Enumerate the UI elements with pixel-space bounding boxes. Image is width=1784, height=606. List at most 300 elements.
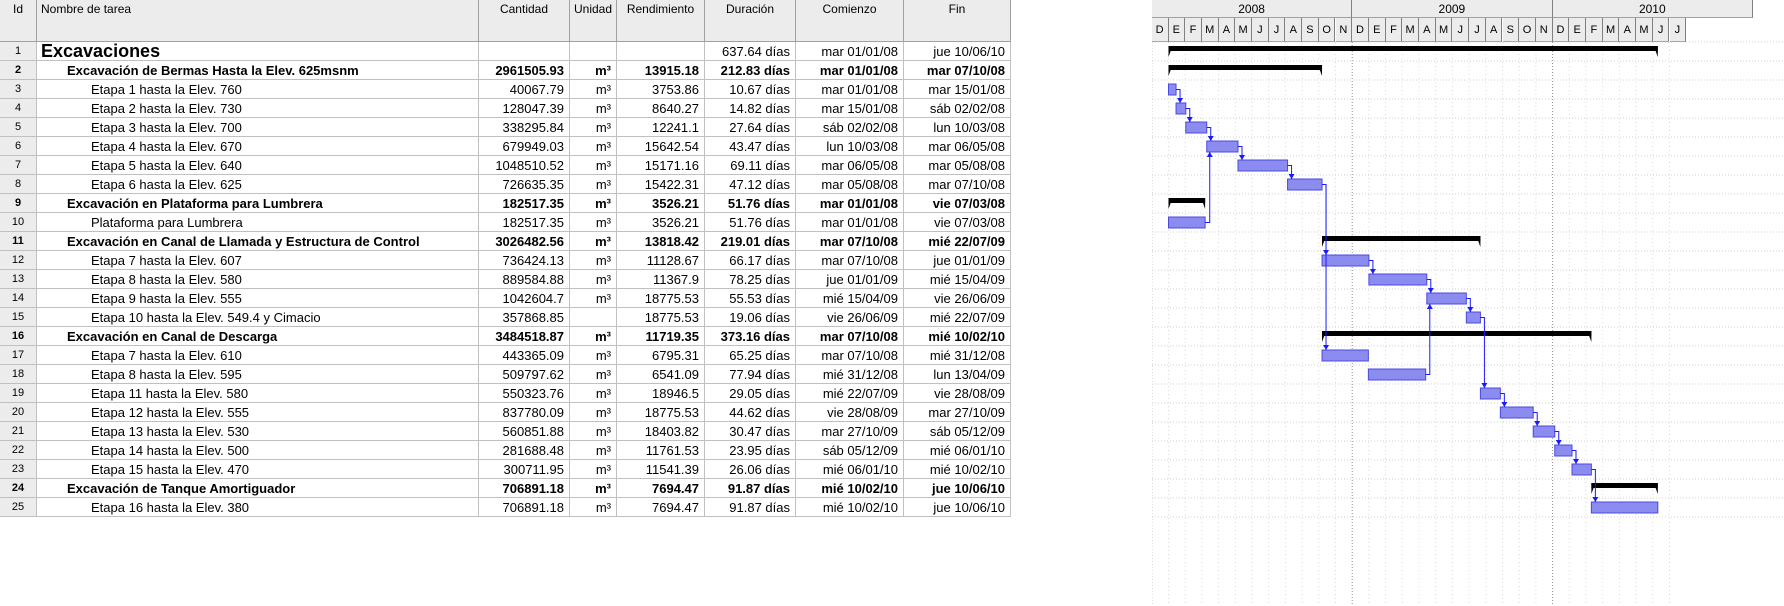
month-cell: F xyxy=(1586,18,1603,42)
cell-unit: m³ xyxy=(570,194,617,213)
cell-id: 9 xyxy=(0,194,37,213)
cell-qty: 338295.84 xyxy=(479,118,570,137)
cell-qty: 550323.76 xyxy=(479,384,570,403)
month-cell: F xyxy=(1386,18,1403,42)
cell-name: Excavaciones xyxy=(37,42,479,61)
summary-end-cap xyxy=(1654,46,1658,57)
month-cell: E xyxy=(1569,18,1586,42)
cell-name: Etapa 3 hasta la Elev. 700 xyxy=(37,118,479,137)
cell-dur: 66.17 días xyxy=(705,251,796,270)
cell-end: mar 07/10/08 xyxy=(904,61,1011,80)
cell-start: mar 15/01/08 xyxy=(796,99,904,118)
cell-dur: 26.06 días xyxy=(705,460,796,479)
link-arrow xyxy=(1467,307,1473,312)
cell-dur: 65.25 días xyxy=(705,346,796,365)
cell-name: Etapa 4 hasta la Elev. 670 xyxy=(37,137,479,156)
cell-end: mar 05/08/08 xyxy=(904,156,1011,175)
month-cell: F xyxy=(1185,18,1202,42)
task-bar xyxy=(1466,312,1480,323)
cell-id: 8 xyxy=(0,175,37,194)
cell-perf: 8640.27 xyxy=(617,99,705,118)
col-header-end[interactable]: Fin xyxy=(904,0,1011,42)
cell-end: jue 01/01/09 xyxy=(904,251,1011,270)
link-arrow xyxy=(1239,155,1245,160)
cell-end: mié 10/02/10 xyxy=(904,327,1011,346)
month-cell: J xyxy=(1670,18,1687,42)
table-row[interactable] xyxy=(0,460,1152,479)
cell-name: Etapa 12 hasta la Elev. 555 xyxy=(37,403,479,422)
cell-perf: 12241.1 xyxy=(617,118,705,137)
cell-start: vie 28/08/09 xyxy=(796,403,904,422)
cell-end: vie 07/03/08 xyxy=(904,194,1011,213)
cell-start: mar 07/10/08 xyxy=(796,251,904,270)
cell-start: mar 01/01/08 xyxy=(796,80,904,99)
cell-qty: 726635.35 xyxy=(479,175,570,194)
cell-id: 24 xyxy=(0,479,37,498)
col-header-start[interactable]: Comienzo xyxy=(796,0,904,42)
cell-name: Etapa 8 hasta la Elev. 595 xyxy=(37,365,479,384)
cell-id: 16 xyxy=(0,327,37,346)
month-cell: M xyxy=(1603,18,1620,42)
cell-perf: 3526.21 xyxy=(617,194,705,213)
cell-unit: m³ xyxy=(570,327,617,346)
table-row[interactable] xyxy=(0,80,1152,99)
cell-name: Etapa 13 hasta la Elev. 530 xyxy=(37,422,479,441)
cell-dur: 44.62 días xyxy=(705,403,796,422)
cell-dur: 27.64 días xyxy=(705,118,796,137)
cell-perf: 11719.35 xyxy=(617,327,705,346)
cell-start: mié 10/02/10 xyxy=(796,498,904,517)
task-bar xyxy=(1480,388,1500,399)
table-row[interactable] xyxy=(0,270,1152,289)
table-row[interactable] xyxy=(0,327,1152,346)
cell-unit: m³ xyxy=(570,80,617,99)
table-row[interactable] xyxy=(0,498,1152,517)
cell-id: 17 xyxy=(0,346,37,365)
cell-end: sáb 05/12/09 xyxy=(904,422,1011,441)
cell-id: 23 xyxy=(0,460,37,479)
cell-perf: 3753.86 xyxy=(617,80,705,99)
cell-start: mar 07/10/08 xyxy=(796,232,904,251)
cell-perf: 7694.47 xyxy=(617,498,705,517)
month-cell: D xyxy=(1152,18,1169,42)
table-row[interactable] xyxy=(0,365,1152,384)
cell-end: mié 10/02/10 xyxy=(904,460,1011,479)
link-arrow xyxy=(1534,421,1540,426)
cell-unit: m³ xyxy=(570,99,617,118)
cell-id: 25 xyxy=(0,498,37,517)
task-bar xyxy=(1369,274,1427,285)
summary-end-cap xyxy=(1654,483,1658,494)
table-row[interactable] xyxy=(0,479,1152,498)
cell-perf xyxy=(617,42,705,61)
cell-dur: 51.76 días xyxy=(705,194,796,213)
cell-id: 19 xyxy=(0,384,37,403)
col-header-id[interactable]: Id xyxy=(0,0,37,42)
cell-id: 21 xyxy=(0,422,37,441)
table-row[interactable] xyxy=(0,308,1152,327)
cell-qty: 736424.13 xyxy=(479,251,570,270)
col-header-dur[interactable]: Duración xyxy=(705,0,796,42)
cell-unit: m³ xyxy=(570,251,617,270)
summary-bar xyxy=(1322,331,1591,336)
cell-qty: 357868.85 xyxy=(479,308,570,327)
cell-qty: 3026482.56 xyxy=(479,232,570,251)
month-cell: J xyxy=(1269,18,1286,42)
month-cell: M xyxy=(1202,18,1219,42)
cell-qty: 300711.95 xyxy=(479,460,570,479)
month-cell: M xyxy=(1436,18,1453,42)
cell-name: Excavación en Canal de Descarga xyxy=(37,327,479,346)
task-bar xyxy=(1533,426,1555,437)
cell-perf: 13915.18 xyxy=(617,61,705,80)
cell-name: Excavación de Bermas Hasta la Elev. 625msnm xyxy=(37,61,479,80)
cell-dur: 29.05 días xyxy=(705,384,796,403)
cell-name: Excavación en Canal de Llamada y Estructura de Control xyxy=(37,232,479,251)
cell-name: Etapa 8 hasta la Elev. 580 xyxy=(37,270,479,289)
year-cell: 2008 xyxy=(1152,0,1352,18)
task-bar xyxy=(1368,369,1425,380)
cell-qty: 1042604.7 xyxy=(479,289,570,308)
cell-perf: 3526.21 xyxy=(617,213,705,232)
cell-end: jue 10/06/10 xyxy=(904,498,1011,517)
cell-unit: m³ xyxy=(570,175,617,194)
task-bar xyxy=(1591,502,1657,513)
gantt-chart xyxy=(1152,0,1784,606)
task-bar xyxy=(1169,84,1177,95)
cell-start: mié 31/12/08 xyxy=(796,365,904,384)
cell-start: mar 06/05/08 xyxy=(796,156,904,175)
cell-dur: 30.47 días xyxy=(705,422,796,441)
cell-name: Etapa 7 hasta la Elev. 610 xyxy=(37,346,479,365)
cell-dur: 47.12 días xyxy=(705,175,796,194)
cell-id: 6 xyxy=(0,137,37,156)
cell-id: 13 xyxy=(0,270,37,289)
cell-end: mié 22/07/09 xyxy=(904,232,1011,251)
cell-start: sáb 02/02/08 xyxy=(796,118,904,137)
cell-perf: 15171.16 xyxy=(617,156,705,175)
link-arrow xyxy=(1573,459,1579,464)
cell-id: 3 xyxy=(0,80,37,99)
cell-end: jue 10/06/10 xyxy=(904,42,1011,61)
month-cell: A xyxy=(1486,18,1503,42)
cell-dur: 43.47 días xyxy=(705,137,796,156)
cell-id: 14 xyxy=(0,289,37,308)
cell-start: sáb 05/12/09 xyxy=(796,441,904,460)
cell-name: Plataforma para Lumbrera xyxy=(37,213,479,232)
task-bar xyxy=(1207,141,1238,152)
table-row[interactable] xyxy=(0,422,1152,441)
cell-unit: m³ xyxy=(570,365,617,384)
link-arrow xyxy=(1370,269,1376,274)
cell-dur: 91.87 días xyxy=(705,498,796,517)
link-arrow xyxy=(1187,117,1193,122)
link-arrow xyxy=(1207,152,1213,157)
cell-qty: 1048510.52 xyxy=(479,156,570,175)
link-arrow xyxy=(1323,345,1329,350)
task-bar xyxy=(1186,122,1207,133)
month-cell: A xyxy=(1285,18,1302,42)
month-cell: M xyxy=(1402,18,1419,42)
col-header-name[interactable]: Nombre de tarea xyxy=(37,0,479,42)
task-bar xyxy=(1427,293,1467,304)
link-arrow xyxy=(1556,440,1562,445)
summary-bar xyxy=(1169,198,1206,203)
cell-name: Etapa 16 hasta la Elev. 380 xyxy=(37,498,479,517)
cell-unit: m³ xyxy=(570,137,617,156)
cell-qty: 706891.18 xyxy=(479,498,570,517)
month-cell: J xyxy=(1252,18,1269,42)
cell-perf: 11128.67 xyxy=(617,251,705,270)
dependency-link xyxy=(1426,304,1430,375)
cell-dur: 78.25 días xyxy=(705,270,796,289)
cell-start: mar 27/10/09 xyxy=(796,422,904,441)
cell-start: mar 01/01/08 xyxy=(796,194,904,213)
cell-unit: m³ xyxy=(570,213,617,232)
month-cell: E xyxy=(1369,18,1386,42)
cell-id: 4 xyxy=(0,99,37,118)
table-row[interactable] xyxy=(0,384,1152,403)
cell-dur: 91.87 días xyxy=(705,479,796,498)
cell-unit: m³ xyxy=(570,270,617,289)
table-row[interactable] xyxy=(0,99,1152,118)
cell-end: lun 10/03/08 xyxy=(904,118,1011,137)
cell-id: 22 xyxy=(0,441,37,460)
link-arrow xyxy=(1208,136,1214,141)
link-arrow xyxy=(1592,497,1598,502)
cell-end: mié 22/07/09 xyxy=(904,308,1011,327)
month-cell: J xyxy=(1653,18,1670,42)
cell-id: 2 xyxy=(0,61,37,80)
cell-name: Excavación en Plataforma para Lumbrera xyxy=(37,194,479,213)
cell-unit: m³ xyxy=(570,346,617,365)
summary-start-cap xyxy=(1322,236,1326,247)
cell-qty: 889584.88 xyxy=(479,270,570,289)
cell-start: mar 01/01/08 xyxy=(796,61,904,80)
task-bar xyxy=(1238,160,1288,171)
cell-perf: 15642.54 xyxy=(617,137,705,156)
cell-unit: m³ xyxy=(570,289,617,308)
month-cell: J xyxy=(1469,18,1486,42)
cell-start: lun 10/03/08 xyxy=(796,137,904,156)
cell-perf: 11367.9 xyxy=(617,270,705,289)
month-cell: O xyxy=(1319,18,1336,42)
link-arrow xyxy=(1289,174,1295,179)
month-cell: J xyxy=(1452,18,1469,42)
cell-perf: 11541.39 xyxy=(617,460,705,479)
cell-id: 15 xyxy=(0,308,37,327)
cell-start: mar 07/10/08 xyxy=(796,327,904,346)
cell-name: Etapa 11 hasta la Elev. 580 xyxy=(37,384,479,403)
cell-id: 1 xyxy=(0,42,37,61)
cell-end: mié 06/01/10 xyxy=(904,441,1011,460)
task-bar xyxy=(1322,350,1368,361)
cell-id: 20 xyxy=(0,403,37,422)
cell-dur: 373.16 días xyxy=(705,327,796,346)
task-bar xyxy=(1322,255,1369,266)
cell-qty: 443365.09 xyxy=(479,346,570,365)
cell-dur: 10.67 días xyxy=(705,80,796,99)
cell-dur: 23.95 días xyxy=(705,441,796,460)
gantt-canvas xyxy=(1152,0,1784,606)
cell-end: vie 28/08/09 xyxy=(904,384,1011,403)
cell-id: 7 xyxy=(0,156,37,175)
cell-perf: 18775.53 xyxy=(617,403,705,422)
cell-start: mar 05/08/08 xyxy=(796,175,904,194)
table-row[interactable] xyxy=(0,118,1152,137)
table-row[interactable] xyxy=(0,137,1152,156)
cell-perf: 11761.53 xyxy=(617,441,705,460)
task-bar xyxy=(1500,407,1533,418)
cell-end: mar 27/10/09 xyxy=(904,403,1011,422)
cell-name: Etapa 7 hasta la Elev. 607 xyxy=(37,251,479,270)
cell-end: vie 07/03/08 xyxy=(904,213,1011,232)
cell-perf: 7694.47 xyxy=(617,479,705,498)
cell-perf: 18775.53 xyxy=(617,308,705,327)
cell-dur: 77.94 días xyxy=(705,365,796,384)
month-cell: O xyxy=(1519,18,1536,42)
cell-qty: 281688.48 xyxy=(479,441,570,460)
table-row[interactable] xyxy=(0,403,1152,422)
year-cell: 2010 xyxy=(1553,0,1753,18)
cell-name: Etapa 9 hasta la Elev. 555 xyxy=(37,289,479,308)
cell-unit: m³ xyxy=(570,403,617,422)
month-cell: E xyxy=(1169,18,1186,42)
task-bar xyxy=(1176,103,1186,114)
cell-unit: m³ xyxy=(570,441,617,460)
summary-bar xyxy=(1169,46,1658,51)
cell-dur: 69.11 días xyxy=(705,156,796,175)
cell-name: Etapa 1 hasta la Elev. 760 xyxy=(37,80,479,99)
col-header-unit[interactable]: Unidad xyxy=(570,0,617,42)
task-bar xyxy=(1555,445,1572,456)
table-row[interactable] xyxy=(0,42,1152,61)
task-bar xyxy=(1288,179,1322,190)
cell-unit: m³ xyxy=(570,498,617,517)
table-row[interactable] xyxy=(0,289,1152,308)
table-row[interactable] xyxy=(0,156,1152,175)
cell-qty: 40067.79 xyxy=(479,80,570,99)
cell-name: Etapa 5 hasta la Elev. 640 xyxy=(37,156,479,175)
cell-qty: 3484518.87 xyxy=(479,327,570,346)
link-arrow xyxy=(1428,288,1434,293)
cell-perf: 15422.31 xyxy=(617,175,705,194)
table-row[interactable] xyxy=(0,251,1152,270)
cell-end: sáb 02/02/08 xyxy=(904,99,1011,118)
cell-qty: 706891.18 xyxy=(479,479,570,498)
cell-unit: m³ xyxy=(570,232,617,251)
month-cell: N xyxy=(1336,18,1353,42)
cell-name: Etapa 14 hasta la Elev. 500 xyxy=(37,441,479,460)
summary-bar xyxy=(1169,65,1323,70)
cell-unit xyxy=(570,42,617,61)
cell-dur: 51.76 días xyxy=(705,213,796,232)
cell-id: 5 xyxy=(0,118,37,137)
link-arrow xyxy=(1177,98,1183,103)
table-row[interactable] xyxy=(0,346,1152,365)
cell-start: mar 01/01/08 xyxy=(796,42,904,61)
link-arrow xyxy=(1481,383,1487,388)
cell-unit xyxy=(570,308,617,327)
table-row[interactable] xyxy=(0,232,1152,251)
month-cell: D xyxy=(1352,18,1369,42)
cell-end: mar 15/01/08 xyxy=(904,80,1011,99)
month-cell: D xyxy=(1553,18,1570,42)
cell-qty xyxy=(479,42,570,61)
cell-end: mar 07/10/08 xyxy=(904,175,1011,194)
summary-bar xyxy=(1322,236,1480,241)
cell-perf: 6795.31 xyxy=(617,346,705,365)
cell-qty: 679949.03 xyxy=(479,137,570,156)
year-cell: 2009 xyxy=(1352,0,1552,18)
summary-start-cap xyxy=(1322,331,1326,342)
cell-end: mar 06/05/08 xyxy=(904,137,1011,156)
summary-bar xyxy=(1591,483,1657,488)
cell-qty: 2961505.93 xyxy=(479,61,570,80)
dependency-link xyxy=(1322,185,1326,351)
cell-qty: 560851.88 xyxy=(479,422,570,441)
cell-unit: m³ xyxy=(570,118,617,137)
cell-start: vie 26/06/09 xyxy=(796,308,904,327)
cell-dur: 14.82 días xyxy=(705,99,796,118)
cell-start: mar 01/01/08 xyxy=(796,213,904,232)
cell-start: mar 07/10/08 xyxy=(796,346,904,365)
link-arrow xyxy=(1427,304,1433,309)
cell-name: Etapa 10 hasta la Elev. 549.4 y Cimacio xyxy=(37,308,479,327)
cell-id: 12 xyxy=(0,251,37,270)
month-cell: N xyxy=(1536,18,1553,42)
table-row[interactable] xyxy=(0,441,1152,460)
month-cell: A xyxy=(1419,18,1436,42)
month-cell: S xyxy=(1302,18,1319,42)
summary-end-cap xyxy=(1587,331,1591,342)
col-header-qty[interactable]: Cantidad xyxy=(479,0,570,42)
cell-unit: m³ xyxy=(570,156,617,175)
cell-start: mié 10/02/10 xyxy=(796,479,904,498)
cell-end: vie 26/06/09 xyxy=(904,289,1011,308)
dependency-link xyxy=(1205,152,1210,223)
cell-perf: 13818.42 xyxy=(617,232,705,251)
cell-id: 18 xyxy=(0,365,37,384)
task-bar xyxy=(1169,217,1206,228)
table-row[interactable] xyxy=(0,213,1152,232)
cell-perf: 6541.09 xyxy=(617,365,705,384)
cell-qty: 128047.39 xyxy=(479,99,570,118)
month-cell: A xyxy=(1619,18,1636,42)
cell-qty: 182517.35 xyxy=(479,213,570,232)
cell-perf: 18946.5 xyxy=(617,384,705,403)
cell-unit: m³ xyxy=(570,384,617,403)
cell-id: 10 xyxy=(0,213,37,232)
table-row[interactable] xyxy=(0,61,1152,80)
month-cell: M xyxy=(1235,18,1252,42)
table-row[interactable] xyxy=(0,194,1152,213)
cell-dur: 19.06 días xyxy=(705,308,796,327)
cell-end: lun 13/04/09 xyxy=(904,365,1011,384)
table-header xyxy=(0,0,1152,42)
cell-qty: 837780.09 xyxy=(479,403,570,422)
cell-perf: 18775.53 xyxy=(617,289,705,308)
cell-start: jue 01/01/09 xyxy=(796,270,904,289)
cell-dur: 55.53 días xyxy=(705,289,796,308)
cell-unit: m³ xyxy=(570,422,617,441)
col-header-perf[interactable]: Rendimiento xyxy=(617,0,705,42)
cell-start: mié 15/04/09 xyxy=(796,289,904,308)
cell-name: Etapa 2 hasta la Elev. 730 xyxy=(37,99,479,118)
month-cell: M xyxy=(1636,18,1653,42)
month-cell: A xyxy=(1219,18,1236,42)
table-row[interactable] xyxy=(0,175,1152,194)
